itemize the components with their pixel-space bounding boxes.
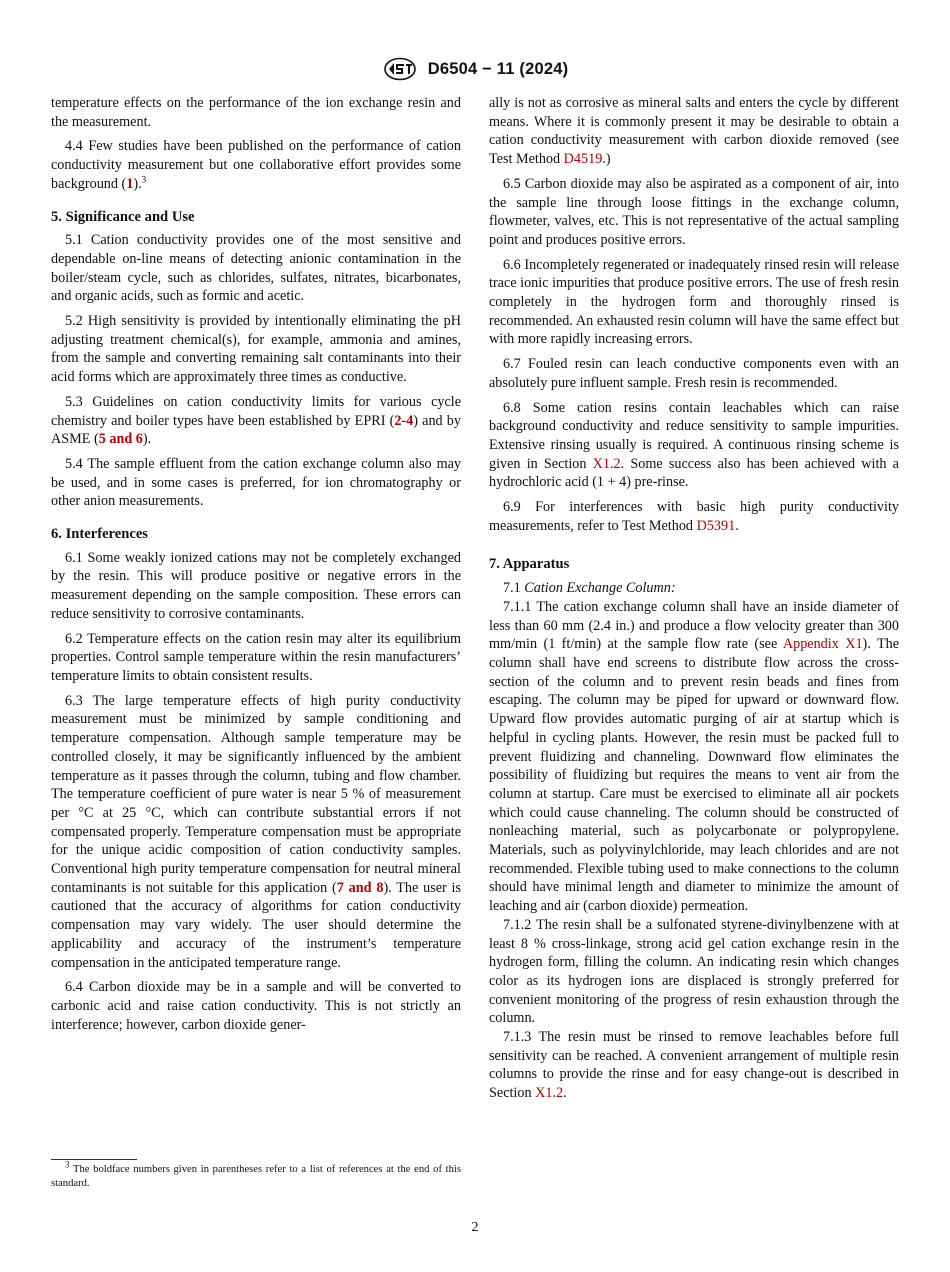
paragraph-6-3: 6.3 The large temperature effects of high purity conductivity measurement must be minimized by sample conditioning and temperature compensation. Although sample temperature may be controlled closely, it may be significantly influenced by the ambient temperature as it passes through the column, tubing and flow chamber. The temperature coefficient of pure water is near 5 % of measurement per °C at 25 °C, which can contribute substantial errors if not compensated properly. Temperature compensation must be appropriate for the unique acidic composition of cation conductivity samples. Conventional high purity temperature compensation for neutral mineral contaminants is not suitable for this application (7 and 8). The user is cautioned that the accuracy of algorithms for cation conductivity compensation may vary widely. The user should determine the applicability and accuracy of the instrument’s temperature compensation in the anticipated temperature range. — [51, 692, 462, 971]
footnote-number: 3 — [65, 1159, 70, 1170]
paragraph-6-6: 6.6 Incompletely regenerated or inadequately rinsed resin will release trace ionic impurities that produce positive errors. The use of fresh resin completely in the hydrogen form and thoroughly rinsed is recommended. An exhausted resin column will have the same effect but with more rapidly increasing errors. — [489, 256, 899, 348]
section-heading-6: 6. Interferences — [51, 526, 148, 543]
page-number: 2 — [471, 1220, 479, 1235]
link-x1-2[interactable]: X1.2 — [592, 455, 621, 472]
paragraph-7-1-3: 7.1.3 The resin must be rinsed to remove leachables before full sensitivity can be reached. A convenient arrangement of multiple resin columns to provide the rinse and for easy change-out is described in Section X1.2. — [489, 1029, 899, 1102]
paragraph-5-4: 5.4 The sample effluent from the cation exchange column also may be used, and in some cases is preferred, for ion chromatography or other anion measurements. — [51, 455, 461, 510]
paragraph-6-4: 6.4 Carbon dioxide may be in a sample and will be converted to carbonic acid and raise cation conductivity. This is not strictly an interference; however, carbon dioxide gener- — [51, 979, 461, 1033]
reference-link-1[interactable]: 1 — [126, 175, 134, 192]
astm-logo-icon — [382, 57, 418, 81]
footnote-divider — [51, 1159, 137, 1160]
paragraph-7-1: 7.1 Cation Exchange Column: — [503, 580, 676, 597]
paragraph-5-1: 5.1 Cation conductivity provides one of the most sensitive and dependable on-line means of detecting anionic contamination in the boiler/steam cycle, such as chlorides, sulfates, nitrates, bicarbonates, and organic acids, such as formic and acetic. — [51, 232, 461, 305]
footnote-text: The boldface numbers given in parentheses refer to a list of references at the end of this standard. — [51, 1164, 461, 1189]
page-header — [0, 57, 950, 83]
paragraph-continued: temperature effects on the performance of the ion exchange resin and the measurement. — [51, 95, 461, 130]
paragraph-6-8: 6.8 Some cation resins contain leachables which can raise background conductivity and reduce sensitivity to sample impurities. Extensive rinsing usually is required. A continuous rinsing scheme is given in Section X1.2. Some success also has been achieved with a hydrochloric acid (1 + 4) pre-rinse. — [489, 399, 899, 491]
section-heading-7: 7. Apparatus — [489, 556, 570, 573]
footnote — [51, 1159, 461, 1191]
paragraph-6-1: 6.1 Some weakly ionized cations may not be completely exchanged by the resin. This will produce positive or negative errors in the measurement depending on the sample composition. These errors can reduce sensitivity to corrosive contaminants. — [51, 549, 461, 622]
reference-link-5-6[interactable]: 5 and 6 — [98, 431, 143, 448]
paragraph-7-1-1: 7.1.1 The cation exchange column shall have an inside diameter of less than 60 mm (2.4 in.) and produce a flow velocity greater than 300 mm/min (1 ft/min) at the sample flow rate (see Appendix X1). The column shall have end screens to distribute flow across the cross-section of the column and to prevent resin beads and fines from escaping. The column may be piped for upward or downward flow. Upward flow provides automatic purging of air at startup which is helpful in cycling plants. However, the resin must be packed full to prevent fluidizing and channeling. Downward flow eliminates the possibility of fluidizing but requires the means to vent air from the column at startup. Care must be exercised to eliminate all air pockets which could cause channeling. The column should be constructed of nonleaching material, such as polycarbonate or polypropylene. Materials, such as polyvinylchloride, may leach chlorides and are not recommended. Flexible tubing used to make connections to the column should have minimal length and diameter to minimize the amount of leaching and air (carbon dioxide) permeation. — [489, 598, 900, 915]
paragraph-7-1-2: 7.1.2 The resin shall be a sulfonated styrene-divinylbenzene with at least 8 % cross-linkage, strong acid gel cation exchange resin in the hydrogen form, filling the column. An indicating resin which changes color as its hydrogen ions are displaced is strongly preferred for convenient monitoring of the progress of resin exhaustion through the column. — [489, 916, 899, 1027]
link-x1-2-b[interactable]: X1.2 — [535, 1085, 564, 1102]
paragraph-4-4: 4.4 Few studies have been published on the performance of cation conductivity measurement but one collaborative effort provides some background (1).$^3$ — [51, 138, 461, 192]
right-column — [489, 94, 899, 1103]
paragraph-6-5: 6.5 Carbon dioxide may also be aspirated as a component of air, into the sample line through loose fittings in the exchange column, flowmeter, valves, etc. This is not representative of the actual sampling point and produces positive errors. — [489, 175, 899, 248]
left-column — [51, 94, 461, 1034]
link-d4519[interactable]: D4519 — [563, 151, 603, 168]
paragraph-5-2: 5.2 High sensitivity is provided by intentionally eliminating the pH adjusting treatment chemical(s), for example, ammonia and amines, from the sample and converting remaining salt contaminants into their acid forms which are approximately three times as conductive. — [51, 313, 461, 386]
paragraph-6-7: 6.7 Fouled resin can leach conductive components even with an absolutely pure influent sample. Fresh resin is recommended. — [489, 356, 899, 391]
paragraph-6-9: 6.9 For interferences with basic high purity conductivity measurements, refer to Test Method D5391. — [489, 499, 899, 534]
paragraph-6-4-continued: ally is not as corrosive as mineral salts and enters the cycle by different means. Where it is commonly present it may be desirable to obtain a cation conductivity measurement with carbon dioxide removed (see Test Method D4519.) — [489, 95, 899, 168]
document-designation: D6504 − 11 (2024) — [427, 59, 569, 78]
link-appendix-x1[interactable]: Appendix X1 — [782, 636, 863, 653]
reference-link-7-8[interactable]: 7 and 8 — [336, 879, 384, 896]
paragraph-5-3: 5.3 Guidelines on cation conductivity limits for various cycle chemistry and boiler types have been established by EPRI (2-4) and by ASME (5 and 6). — [51, 393, 461, 448]
reference-link-2-4[interactable]: 2-4 — [394, 412, 414, 429]
footnote-marker: 3 — [141, 174, 147, 185]
link-d5391[interactable]: D5391 — [696, 517, 736, 534]
section-heading-5: 5. Significance and Use — [51, 208, 195, 225]
paragraph-6-2: 6.2 Temperature effects on the cation resin may alter its equilibrium properties. Control sample temperature within the resin manufacturers’ temperature limits to obtain consistent results. — [51, 630, 461, 684]
